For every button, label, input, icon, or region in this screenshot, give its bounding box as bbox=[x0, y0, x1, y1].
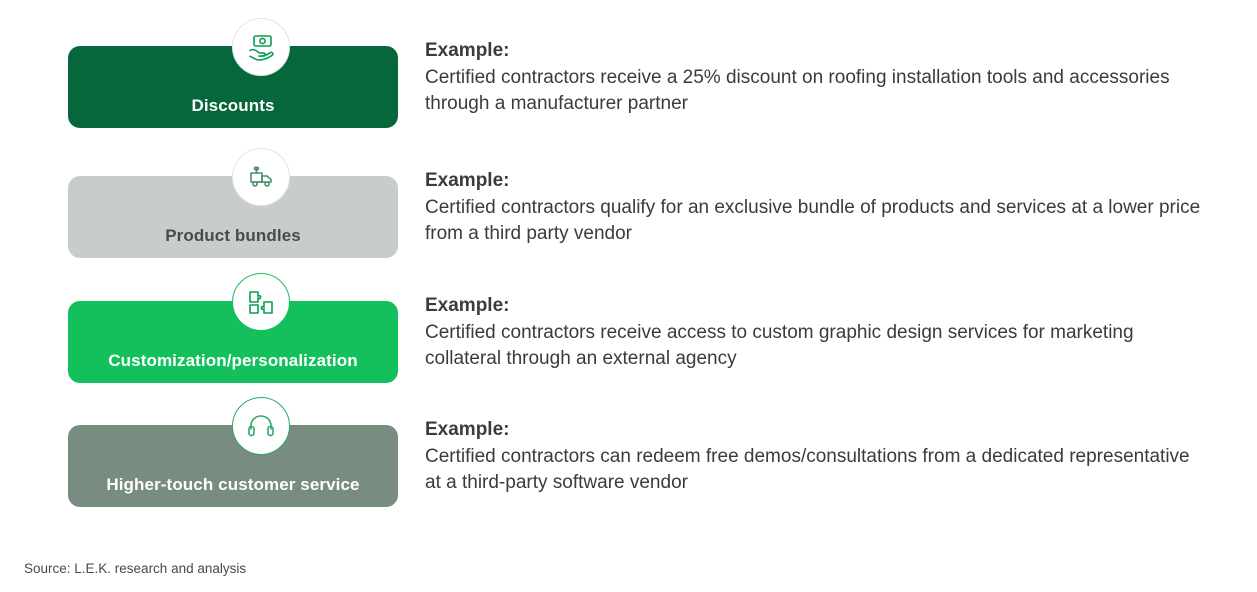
source-note: Source: L.E.K. research and analysis bbox=[24, 561, 247, 576]
benefit-row bbox=[68, 170, 1218, 276]
example-text: Certified contractors receive a 25% discount on roofing installation tools and accessories through a manufacturer partner bbox=[425, 67, 1170, 114]
example-block bbox=[425, 168, 1205, 247]
example-block bbox=[425, 293, 1205, 372]
gift-truck-icon bbox=[232, 148, 290, 206]
benefit-card-product-bundles[interactable] bbox=[68, 176, 398, 258]
example-title: Example: bbox=[425, 419, 510, 440]
benefit-card-label: Higher-touch customer service bbox=[106, 475, 360, 494]
example-title: Example: bbox=[425, 170, 510, 191]
benefit-card-label: Discounts bbox=[191, 96, 275, 115]
benefit-card-customization[interactable] bbox=[68, 301, 398, 383]
benefit-row bbox=[68, 295, 1218, 401]
benefit-card-label: Product bundles bbox=[165, 226, 301, 245]
money-hand-icon bbox=[232, 18, 290, 76]
example-title: Example: bbox=[425, 40, 510, 61]
example-block bbox=[425, 417, 1205, 496]
benefit-row bbox=[68, 40, 1218, 146]
example-text: Certified contractors can redeem free demos/consultations from a dedicated representative at a third-party software vendor bbox=[425, 446, 1190, 493]
benefit-card-customer-service[interactable] bbox=[68, 425, 398, 507]
puzzle-pieces-icon bbox=[232, 273, 290, 331]
headset-icon bbox=[232, 397, 290, 455]
benefit-card-discounts[interactable] bbox=[68, 46, 398, 128]
example-title: Example: bbox=[425, 295, 510, 316]
example-text: Certified contractors receive access to custom graphic design services for marketing collateral through an external agency bbox=[425, 322, 1134, 369]
benefit-row bbox=[68, 419, 1218, 525]
example-text: Certified contractors qualify for an exclusive bundle of products and services at a lower price from a third party vendor bbox=[425, 197, 1201, 244]
example-block bbox=[425, 38, 1205, 117]
benefit-card-label: Customization/personalization bbox=[108, 351, 358, 370]
